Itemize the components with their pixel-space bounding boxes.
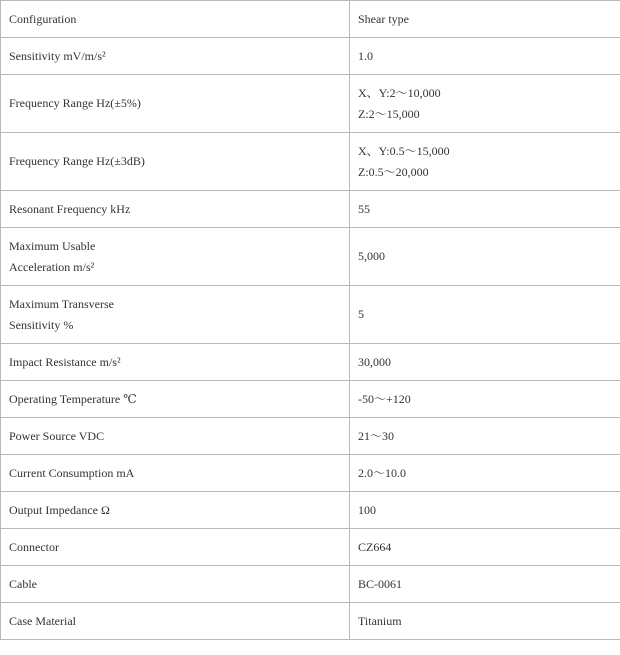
spec-value: 2.0～10.0 <box>350 455 620 492</box>
spec-row-operating-temperature <box>1 381 620 418</box>
spec-row-cable <box>1 566 620 603</box>
spec-label: Configuration <box>1 1 350 38</box>
spec-label-line: Maximum Transverse <box>9 296 114 311</box>
spec-value: BC-0061 <box>350 566 620 603</box>
spec-label-line: Acceleration m/s² <box>9 259 95 274</box>
spec-value: -50～+120 <box>350 381 620 418</box>
spec-label: Frequency Range Hz(±3dB) <box>1 133 350 191</box>
spec-row-current-consumption <box>1 455 620 492</box>
spec-label: Frequency Range Hz(±5%) <box>1 75 350 133</box>
spec-value: 100 <box>350 492 620 529</box>
spec-value: 30,000 <box>350 344 620 381</box>
spec-label: Cable <box>1 566 350 603</box>
spec-value-line: X、Y:2～10,000 <box>358 85 441 100</box>
spec-value: Shear type <box>350 1 620 38</box>
spec-row-output-impedance <box>1 492 620 529</box>
spec-value <box>350 133 620 191</box>
spec-row-sensitivity <box>1 38 620 75</box>
spec-row-connector <box>1 529 620 566</box>
spec-label: Power Source VDC <box>1 418 350 455</box>
spec-row-frequency-range-3db <box>1 133 620 191</box>
spec-value-line: Z:0.5～20,000 <box>358 164 429 179</box>
spec-label: Output Impedance Ω <box>1 492 350 529</box>
spec-row-impact-resistance <box>1 344 620 381</box>
spec-value: 21～30 <box>350 418 620 455</box>
spec-value: CZ664 <box>350 529 620 566</box>
spec-label: Resonant Frequency kHz <box>1 191 350 228</box>
spec-label: Case Material <box>1 603 350 640</box>
spec-label: Operating Temperature ℃ <box>1 381 350 418</box>
spec-label <box>1 228 350 286</box>
spec-row-case-material <box>1 603 620 640</box>
spec-label: Sensitivity mV/m/s² <box>1 38 350 75</box>
spec-row-resonant-frequency <box>1 191 620 228</box>
spec-label-line: Sensitivity % <box>9 317 74 332</box>
spec-value: 55 <box>350 191 620 228</box>
spec-value: Titanium <box>350 603 620 640</box>
spec-row-power-source <box>1 418 620 455</box>
spec-value <box>350 75 620 133</box>
spec-value: 1.0 <box>350 38 620 75</box>
spec-value-line: Z:2～15,000 <box>358 106 420 121</box>
spec-row-max-usable-acceleration <box>1 228 620 286</box>
spec-value-line: X、Y:0.5～15,000 <box>358 143 450 158</box>
spec-label: Impact Resistance m/s² <box>1 344 350 381</box>
spec-value: 5 <box>350 286 620 344</box>
spec-row-frequency-range-5pct <box>1 75 620 133</box>
spec-label: Connector <box>1 529 350 566</box>
spec-label <box>1 286 350 344</box>
spec-row-configuration <box>1 1 620 38</box>
spec-label: Current Consumption mA <box>1 455 350 492</box>
spec-label-line: Maximum Usable <box>9 238 96 253</box>
spec-value: 5,000 <box>350 228 620 286</box>
spec-row-max-transverse-sensitivity <box>1 286 620 344</box>
